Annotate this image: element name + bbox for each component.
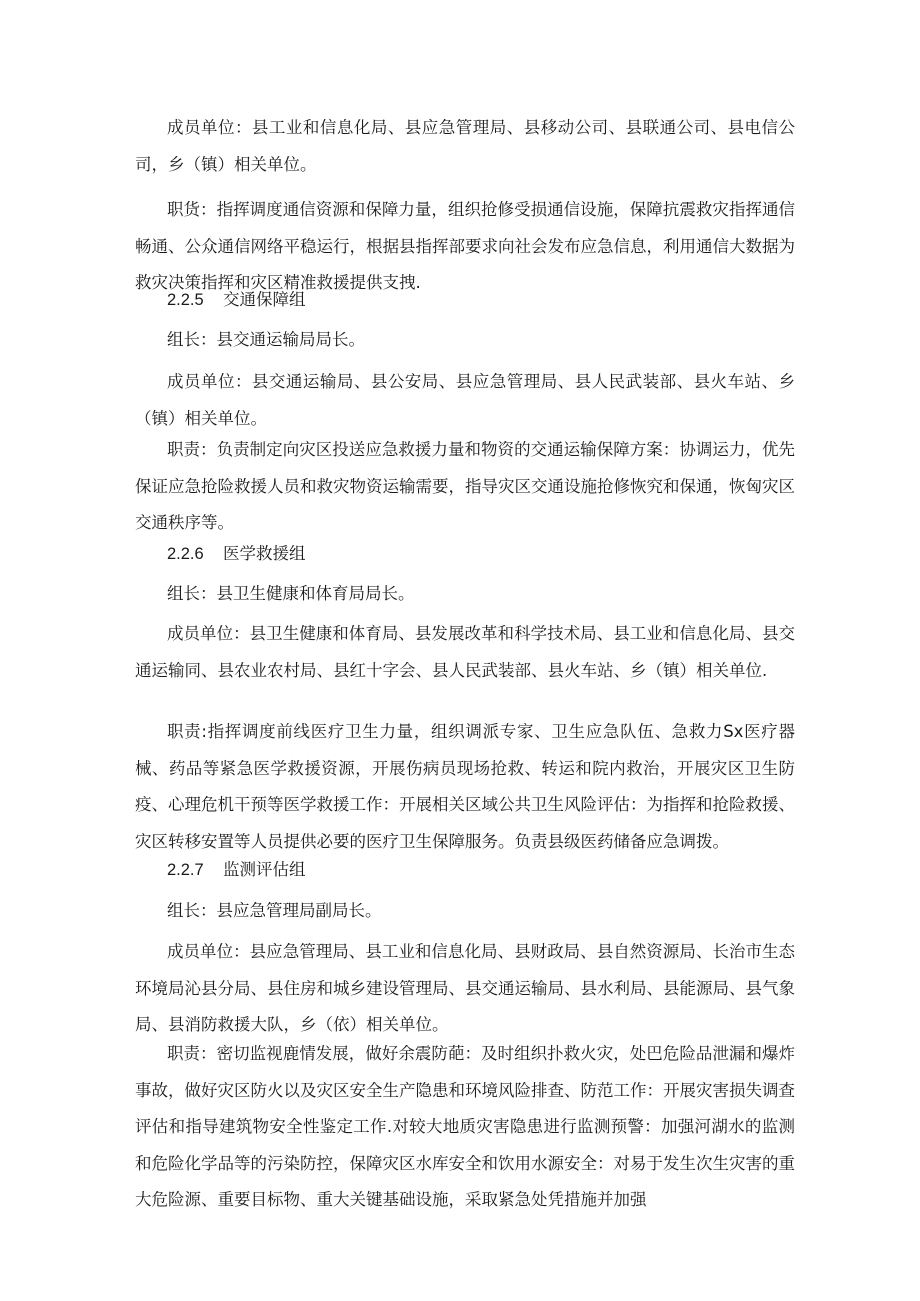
- section-title: 交通保障组: [223, 290, 306, 309]
- paragraph-transport-members: 成员单位：县交通运输局、县公安局、县应急管理局、县人民武装部、县火车站、乡（镇）相关单位。: [135, 372, 795, 428]
- paragraph-medical-members: 成员单位：县卫生健康和体育局、县发展改革和科学技术局、县工业和信息化局、县交通运输同、县农业农村局、县红十字会、县人民武装部、县火车站、乡（镇）相关单位.: [135, 624, 795, 680]
- paragraph-monitor-leader: 组长：县应急管理局副局长。: [167, 901, 382, 920]
- section-number: 2.2.6: [167, 545, 204, 563]
- paragraph-medical-duties: 职责:指挥调度前线医疗卫生力量，组织调派专家、卫生应急队伍、急救力Sx医疗器械、药品等紧急医学救援资源，开展伤病员现场抢救、转运和院内救治，开展灾区卫生防疫、心理危机干预等医学救援工作：开展相关区域公共卫生风险评估：为指挥和抢险救援、灾区转移安置等人员提供必要的医疗卫生保障服务。负责县级医药储备应急调拨。: [135, 722, 795, 851]
- section-title: 监测评估组: [223, 860, 306, 879]
- paragraph-transport-duties: 职责：负责制定向灾区投送应急救援力量和物资的交通运输保障方案：协调运力，优先保证应急抢险救援人员和救灾物资运输需要，指导灾区交通设施抢修恢究和保通，恢匈灾区交通秩序等。: [135, 440, 795, 532]
- section-heading-2-2-5: [167, 282, 306, 319]
- paragraph-monitor-members: 成员单位：县应急管理局、县工业和信息化局、县财政局、县自然资源局、长治市生态环境局沁县分局、县住房和城乡建设管理局、县交通运输局、县水利局、县能源局、县气象局、县消防救援大队，乡（依）相关单位。: [135, 942, 795, 1034]
- section-heading-2-2-7: [167, 852, 306, 889]
- paragraph-medical-leader: 组长：县卫生健康和体育局局长。: [167, 584, 415, 603]
- paragraph-comm-members: 成员单位：县工业和信息化局、县应急管理局、县移动公司、县联通公司、县电信公司，乡（镇）相关单位。: [135, 118, 795, 174]
- section-number: 2.2.7: [167, 861, 204, 879]
- paragraph-transport-leader: 组长：县交通运输局局长。: [167, 330, 365, 349]
- section-title: 医学救援组: [223, 544, 306, 563]
- section-number: 2.2.5: [167, 291, 204, 309]
- paragraph-monitor-duties: 职责：密切监视鹿情发展，做好余震防葩：及时组织扑救火灾，处巴危险品泄漏和爆炸事故，做好灾区防火以及灾区安全生产隐患和环境风险排查、防范工作：开展灾害损失调查评估和指导建筑物安全性鉴定工作.对较大地质灾害隐患进行监测预警：加强河湖水的监测和危险化学品等的污染防控，保障灾区水库安全和饮用水源安全：对易于发生次生灾害的重大危险源、重要目标物、重大关键基础设施，采取紧急处凭措施并加强: [135, 1044, 795, 1209]
- section-heading-2-2-6: [167, 536, 306, 573]
- paragraph-comm-duties: 职货：指挥调度通信资源和保障力量，组织抢修受损通信设施，保障抗震救灾指挥通信畅通、公众通信网络平稳运行，根据县指挥部要求向社会发布应急信息，利用通信大数据为救灾决策指挥和灾区精准救援提供支拽.: [135, 200, 795, 292]
